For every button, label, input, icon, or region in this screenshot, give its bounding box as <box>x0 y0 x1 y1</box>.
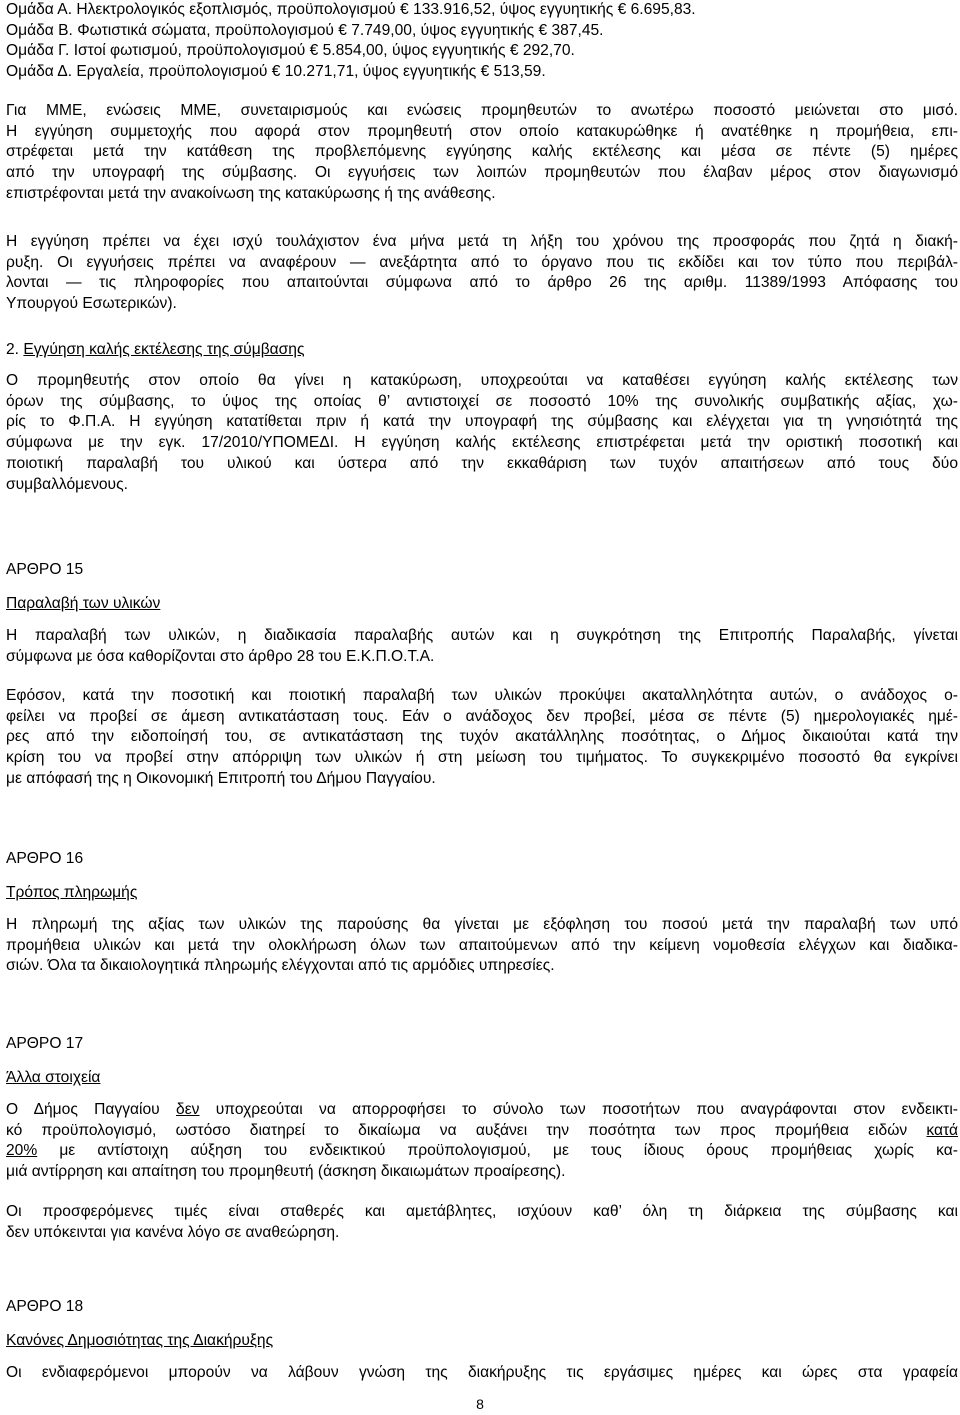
group-c-line: Ομάδα Γ. Ιστοί φωτισμού, προϋπολογισμού € 5.854,00, ύψος εγγυητικής € 292,70. <box>6 42 575 60</box>
article-17-paragraph-2: Οι προσφερόμενες τιμές είναι σταθερές και αμετάβλητες, ισχύουν καθ’ όλη τη διάρκεια της σύμβασης και δεν υπόκεινται για κανένα λόγο σε αναθεώρηση. <box>6 1203 958 1241</box>
article-18-heading: ΑΡΘΡΟ 18 <box>6 1298 84 1315</box>
article-17-title: Άλλα στοιχεία <box>6 1069 101 1086</box>
article-17-heading: ΑΡΘΡΟ 17 <box>6 1035 84 1052</box>
article-17-paragraph-1: Ο Δήμος Παγγαίου δεν υποχρεούται να απορροφήσει το σύνολο των ποσοτήτων που αναγράφονται στον ενδεικτι- κό προϋπολογισμό, ωστόσο διατηρεί το δικαίωμα να αυξάνει την ποσότητα των προς προμήθεια ειδών κατά 20% με αντίστοιχη αύξηση του ενδεικτικού προϋπολογισμού, με τους ίδιους όρους προμήθειας χωρίς κα- μιά αντίρρηση και απαίτηση του προμηθευτή (άσκηση δικαιωμάτων προαίρεσης). <box>6 1101 958 1181</box>
group-b-line: Ομάδα Β. Φωτιστικά σώματα, προϋπολογισμού € 7.749,00, ύψος εγγυητικής € 387,45. <box>6 21 604 39</box>
emphasis-up-to: κατά <box>926 1121 958 1139</box>
article-15-paragraph-1: Η παραλαβή των υλικών, η διαδικασία παραλαβής αυτών και η συγκρότηση της Επιτροπής Παραλαβής, γίνεται σύμφωνα με όσα καθορίζονται στο άρθρο 28 του Ε.Κ.Π.Ο.Τ.Α. <box>6 627 958 665</box>
emphasis-not: δεν <box>176 1101 200 1118</box>
group-a-line: Ομάδα Α. Ηλεκτρολογικός εξοπλισμός, προϋπολογισμού € 133.916,52, ύψος εγγυητικής € 6.695,83. <box>6 1 696 18</box>
article-16-title: Τρόπος πληρωμής <box>6 884 138 901</box>
article-15-title: Παραλαβή των υλικών <box>6 595 161 612</box>
section-2-number: 2. <box>6 341 20 358</box>
section-2-heading <box>6 340 305 360</box>
article-15-heading: ΑΡΘΡΟ 15 <box>6 561 84 578</box>
page-number: 8 <box>476 1396 484 1412</box>
article-15-paragraph-2: Εφόσον, κατά την ποσοτική και ποιοτική παραλαβή των υλικών προκύψει ακαταλληλότητα αυτών, ο ανάδοχος ο- φείλει να προβεί σε άμεση αντικατάσταση τους. Εάν ο ανάδοχος δεν προβεί, μέσα σε πέντε (5) ημερολογιακές ημέ- ρες από την ειδοποίησή του, σε αντικατάσταση της τυχόν ακατάλληλης ποσότητας, ο Δήμος δικαιούται κατά την κρίση του να προβεί στην απόρριψη των υλικών ή στη μείωση του τιμήματος. Το συγκεκριμένο ποσοστό θα εγκρίνει με απόφασή της η Οικονομική Επιτροπή του Δήμου Παγγαίου. <box>6 687 958 787</box>
group-list <box>6 0 958 83</box>
article-16-paragraph-1: Η πληρωμή της αξίας των υλικών της παρούσης θα γίνεται με εξόφληση του ποσού μετά την παραλαβή των υπό προμήθεια υλικών και μετά την ολοκλήρωση όλων των απαιτούμενων από την κείμενη νομοθεσία ελέγχων και διαδικα- σιών. Όλα τα δικαιολογητικά πληρωμής ελέγχονται από τις αρμόδιες υπηρεσίες. <box>6 916 958 975</box>
article-18-title: Κανόνες Δημοσιότητας της Διακήρυξης <box>6 1332 274 1349</box>
emphasis-percent: 20% <box>6 1142 38 1160</box>
paragraph-sme-guarantee: Για ΜΜΕ, ενώσεις ΜΜΕ, συνεταιρισμούς και ενώσεις προμηθευτών το ανωτέρω ποσοστό μειώνεται στο μισό. Η εγγύηση συμμετοχής που αφορά στον προμηθευτή στον οποίο κατακυρώθηκε ή ανατέθηκε η προμήθεια, επι- στρέφεται μετά την κατάθεση της προβλεπόμενης εγγύησης καλής εκτέλεσης και μέσα σε πέντε (5) ημέρες από την υπογραφή της σύμβασης. Οι εγγυήσεις των λοιπών προμηθευτών που έλαβαν μέρος στον διαγωνισμό επιστρέφονται μετά την ανακοίνωση της κατακύρωσης ή της ανάθεσης. <box>6 102 958 202</box>
article-16-heading: ΑΡΘΡΟ 16 <box>6 850 84 867</box>
section-2-title: Εγγύηση καλής εκτέλεσης της σύμβασης <box>23 341 305 358</box>
group-d-line: Ομάδα Δ. Εργαλεία, προϋπολογισμού € 10.271,71, ύψος εγγυητικής € 513,59. <box>6 63 546 81</box>
paragraph-guarantee-validity: Η εγγύηση πρέπει να έχει ισχύ τουλάχιστον ένα μήνα μετά τη λήξη του χρόνου της προσφοράς που ζητά η διακή- ρυξη. Οι εγγυήσεις πρέπει να αναφέρουν — ανεξάρτητα από το όργανο που τις εκδίδει και τον τύπο που περιβάλ- λονται — τις πληροφορίες που απαιτούνται σύμφωνα από το άρθρο 26 της αριθμ. 11389/1993 Απόφασης του Υπουργού Εσωτερικών). <box>6 233 958 313</box>
article-18-paragraph-1: Οι ενδιαφερόμενοι μπορούν να λάβουν γνώση της διακήρυξης τις εργάσιμες ημέρες και ώρες στα γραφεία <box>6 1364 958 1381</box>
paragraph-performance-guarantee: Ο προμηθευτής στον οποίο θα γίνει η κατακύρωση, υποχρεούται να καταθέσει εγγύηση καλής εκτέλεσης των όρων της σύμβασης, το ύψος της οποίας θ’ αντιστοιχεί σε ποσοστό 10% της συνολικής συμβατικής αξίας, χω- ρίς το Φ.Π.Α. Η εγγύηση κατατίθεται πριν ή κατά την υπογραφή της σύμβασης και ελέγχεται για τη γνησιότητά της σύμφωνα με την εγκ. 17/2010/ΥΠΟΜΕΔΙ. Η εγγύηση καλής εκτέλεσης επιστρέφεται μετά την οριστική ποσοτική και ποιοτική παραλαβή του υλικού και ύστερα από την εκκαθάριση των τυχόν απαιτήσεων από τους δύο συμβαλλόμενους. <box>6 372 958 493</box>
